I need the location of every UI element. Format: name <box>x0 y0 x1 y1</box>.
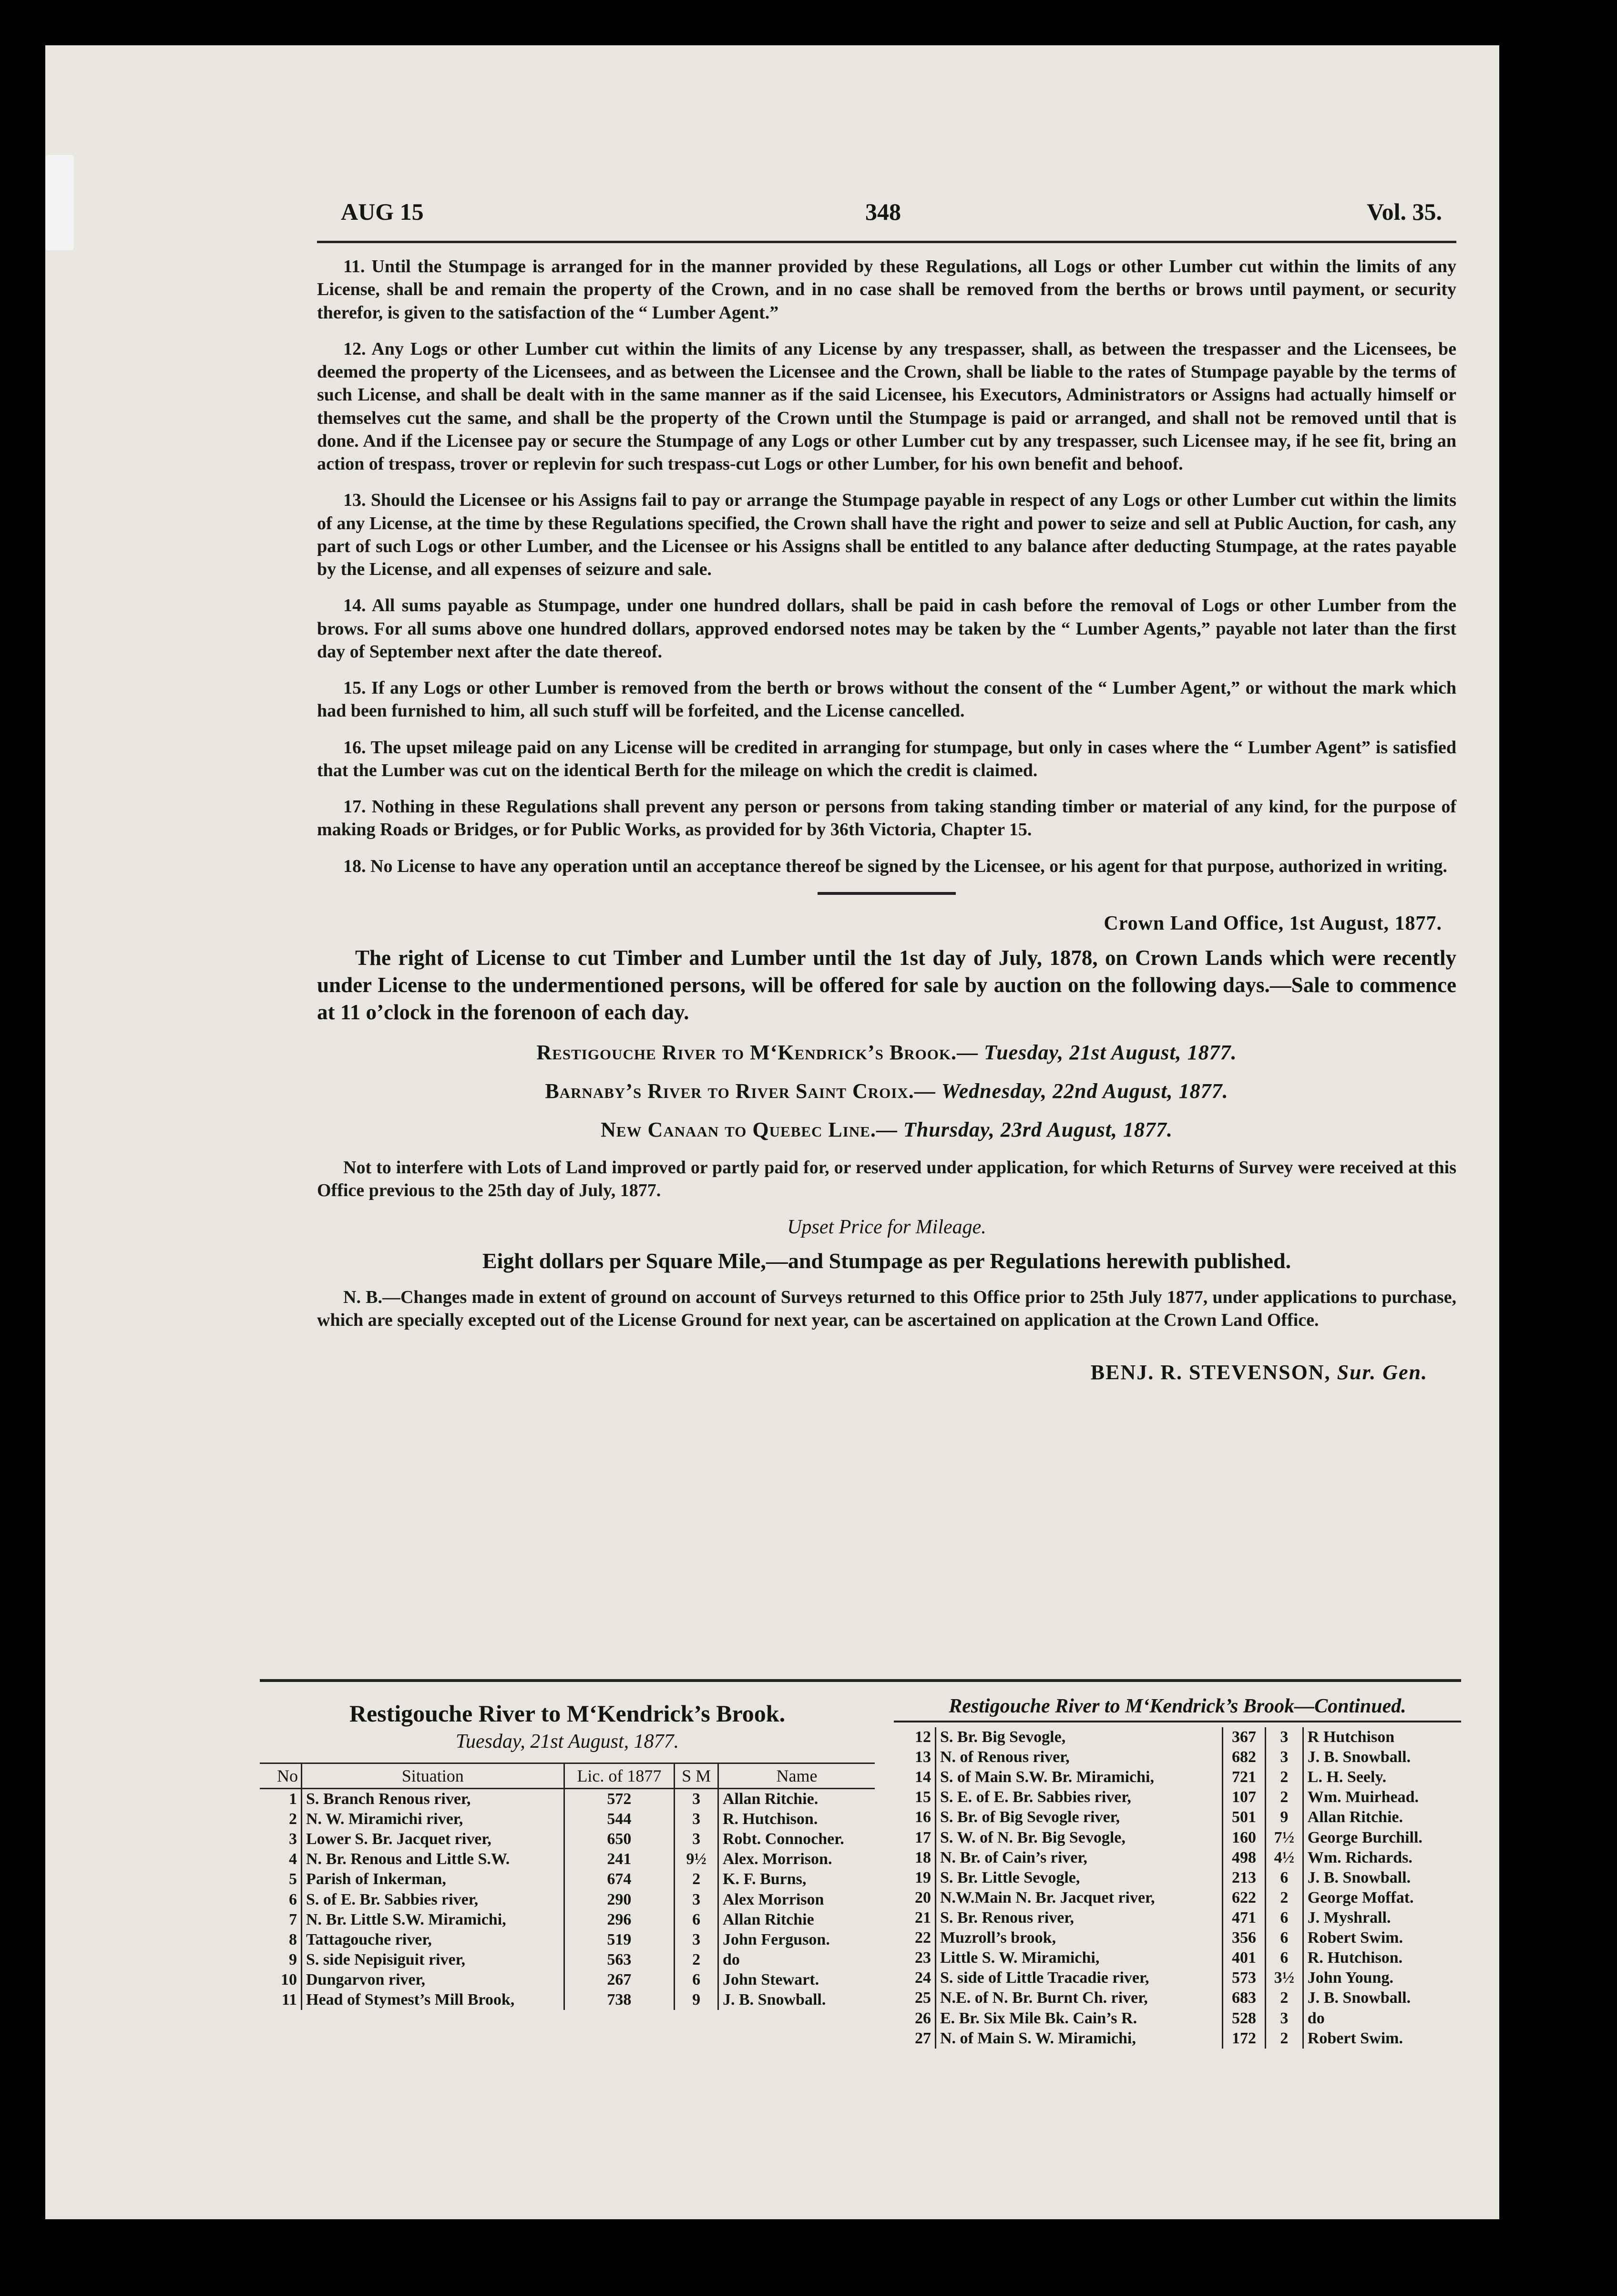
scan-edge-tab <box>45 155 74 250</box>
license-table-continued <box>894 1727 1461 2049</box>
cell-sm: 3 <box>1265 1747 1303 1767</box>
cell-name: Wm. Richards. <box>1307 1848 1412 1866</box>
cell-no: 9 <box>289 1950 297 1968</box>
cell-no: 18 <box>915 1848 931 1866</box>
cell-sm: 3 <box>675 1890 718 1910</box>
cell-sm: 2 <box>675 1950 718 1970</box>
cell-name: L. H. Seely. <box>1307 1768 1387 1786</box>
upset-price-heading: Upset Price for Mileage. <box>787 1216 986 1238</box>
table-header-row <box>260 1763 875 1789</box>
cell-name: John Stewart. <box>723 1970 819 1988</box>
cell-situation: Tattagouche river, <box>302 1930 564 1950</box>
sale-place: Restigouche River to M‘Kendrick’s Brook.— <box>536 1041 978 1065</box>
sale-line-2 <box>317 1079 1456 1103</box>
cell-sm: 3 <box>675 1809 718 1829</box>
cell-sm: 6 <box>1265 1868 1303 1888</box>
volume-number: Vol. 35. <box>1367 198 1442 225</box>
cell-sm: 3 <box>675 1829 718 1849</box>
cell-name: Robert Swim. <box>1307 1929 1403 1947</box>
cell-name: J. Myshrall. <box>1307 1908 1391 1927</box>
table-row <box>260 1789 875 1810</box>
cell-lic: 563 <box>564 1950 675 1970</box>
col-situation: Situation <box>302 1763 564 1789</box>
table-row <box>894 2009 1461 2029</box>
cell-name: John Ferguson. <box>723 1930 830 1948</box>
table-row <box>260 1849 875 1869</box>
cell-lic: 622 <box>1223 1888 1266 1908</box>
cell-no: 27 <box>915 2029 931 2047</box>
table-row <box>260 1890 875 1910</box>
table-row <box>894 1767 1461 1787</box>
cell-name: Allan Ritchie. <box>1307 1808 1403 1826</box>
table-row <box>260 1950 875 1970</box>
cell-lic: 107 <box>1223 1787 1266 1807</box>
cell-no: 11 <box>281 1991 297 2009</box>
cell-lic: 501 <box>1223 1807 1266 1827</box>
sale-date: Wednesday, 22nd August, 1877. <box>941 1079 1228 1103</box>
table-row <box>894 1948 1461 1968</box>
cell-no: 24 <box>915 1969 931 1987</box>
table-row <box>894 1908 1461 1928</box>
table-left-title: Restigouche River to M‘Kendrick’s Brook. <box>349 1700 786 1727</box>
cell-situation: N.W.Main N. Br. Jacquet river, <box>936 1888 1223 1908</box>
table-row <box>894 1828 1461 1848</box>
cell-sm: 6 <box>1265 1908 1303 1928</box>
cell-name: John Young. <box>1307 1969 1393 1987</box>
cell-no: 5 <box>289 1870 297 1888</box>
table-row <box>894 2029 1461 2049</box>
cell-lic: 401 <box>1223 1948 1266 1968</box>
cell-name: George Burchill. <box>1307 1828 1423 1846</box>
table-row <box>260 1970 875 1990</box>
cell-no: 17 <box>915 1828 931 1846</box>
cell-lic: 172 <box>1223 2029 1266 2049</box>
table-row <box>894 1888 1461 1908</box>
table-right-title: Restigouche River to M‘Kendrick’s Brook—Continued. <box>894 1695 1461 1722</box>
cell-name: J. B. Snowball. <box>723 1991 826 2009</box>
cell-sm: 6 <box>1265 1948 1303 1968</box>
cell-lic: 738 <box>564 1990 675 2010</box>
cell-no: 13 <box>915 1748 931 1766</box>
cell-lic: 290 <box>564 1890 675 1910</box>
cell-lic: 241 <box>564 1849 675 1869</box>
cell-sm: 9½ <box>675 1849 718 1869</box>
table-row <box>894 1787 1461 1807</box>
cell-situation: S. side of Little Tracadie river, <box>936 1968 1223 1988</box>
regulation-12: 12. Any Logs or other Lumber cut within the limits of any License by any trespasser, shall, as between the trespasser and the Licensees, be deemed the property of the Licensees, and as between the Licensee and the Crown, shall be liable to the rates of Stumpage payable by the terms of such License, and shall be dealt with in the same manner as if the said Licensee, his Executors, Administrators or Assigns had actually himself or themselves cut the same, and shall be the property of the Crown until the Stumpage is paid or arranged, and shall not be removed until that is done. And if the Licensee pay or secure the Stumpage of any Logs or other Lumber cut by any trespasser, such Licensee may, if he see fit, bring an action of trespass, trover or replevin for such trespass-cut Logs or other Lumber, for his own benefit and behoof. <box>317 338 1456 474</box>
cell-situation: Little S. W. Miramichi, <box>936 1948 1223 1968</box>
cell-sm: 9 <box>1265 1807 1303 1827</box>
regulation-16: 16. The upset mileage paid on any License will be credited in arranging for stumpage, but only in cases where the “ Lumber Agent” is satisfied that the Lumber was cut on the identical Berth for the mileage on which the credit is claimed. <box>317 737 1456 780</box>
cell-no: 15 <box>915 1788 931 1806</box>
cell-no: 12 <box>915 1728 931 1746</box>
col-no: No <box>260 1763 302 1789</box>
cell-situation: S. of Main S.W. Br. Miramichi, <box>936 1767 1223 1787</box>
cell-lic: 650 <box>564 1829 675 1849</box>
cell-lic: 683 <box>1223 1988 1266 2008</box>
regulation-18: 18. No License to have any operation until an acceptance thereof be signed by the Licensee, or his agent for that purpose, authorized in writing. <box>343 856 1447 876</box>
cell-sm: 2 <box>1265 1888 1303 1908</box>
table-row <box>260 1930 875 1950</box>
cell-situation: N. of Main S. W. Miramichi, <box>936 2029 1223 2049</box>
cell-sm: 6 <box>675 1970 718 1990</box>
cell-lic: 498 <box>1223 1848 1266 1868</box>
license-table-left <box>260 1690 875 2010</box>
sale-date: Tuesday, 21st August, 1877. <box>983 1041 1237 1065</box>
regulation-17: 17. Nothing in these Regulations shall prevent any person or persons from taking standing timber or material of any kind, for the purpose of making Roads or Bridges, or for Public Works, as provided for by 36th Victoria, Chapter 15. <box>317 797 1456 840</box>
cell-sm: 3½ <box>1265 1968 1303 1988</box>
cell-situation: S. side Nepisiguit river, <box>302 1950 564 1970</box>
table-row <box>260 1809 875 1829</box>
cell-no: 14 <box>915 1768 931 1786</box>
table-left-body <box>260 1789 875 2010</box>
cell-lic: 682 <box>1223 1747 1266 1767</box>
cell-name: Alex Morrison <box>723 1890 824 1908</box>
cell-name: Robert Swim. <box>1307 2029 1403 2047</box>
signature-title: Sur. Gen. <box>1337 1361 1428 1384</box>
table-row <box>260 1910 875 1930</box>
regulation-15: 15. If any Logs or other Lumber is removed from the berth or brows without the consent of the “ Lumber Agent,” or without the mark which had been furnished to him, all such stuff will be forfeited, and the License cancelled. <box>317 678 1456 721</box>
cell-name: Robt. Connocher. <box>723 1830 844 1848</box>
cell-sm: 9 <box>675 1990 718 2010</box>
cell-name: R. Hutchison. <box>1307 1949 1403 1967</box>
nb-note: N. B.—Changes made in extent of ground on account of Surveys returned to this Office prior to 25th July 1877, under applications to purchase, which are specially excepted out of the License Ground for next year, can be ascertained on application at the Crown Land Office. <box>317 1287 1456 1330</box>
cell-lic: 296 <box>564 1910 675 1930</box>
cell-sm: 2 <box>1265 1787 1303 1807</box>
section-divider <box>818 892 956 895</box>
cell-no: 3 <box>289 1830 297 1848</box>
cell-situation: Parish of Inkerman, <box>302 1869 564 1889</box>
cell-sm: 3 <box>1265 2009 1303 2029</box>
table-row <box>260 1869 875 1889</box>
col-lic: Lic. of 1877 <box>564 1763 675 1789</box>
cell-situation: Muzroll’s brook, <box>936 1928 1223 1948</box>
table-row <box>894 1928 1461 1948</box>
cell-sm: 7½ <box>1265 1828 1303 1848</box>
cell-situation: S. W. of N. Br. Big Sevogle, <box>936 1828 1223 1848</box>
cell-situation: N. of Renous river, <box>936 1747 1223 1767</box>
cell-situation: Head of Stymest’s Mill Brook, <box>302 1990 564 2010</box>
cell-situation: S. E. of E. Br. Sabbies river, <box>936 1787 1223 1807</box>
cell-lic: 674 <box>564 1869 675 1889</box>
cell-name: R Hutchison <box>1307 1728 1395 1746</box>
sale-date: Thursday, 23rd August, 1877. <box>903 1118 1173 1142</box>
cell-no: 7 <box>289 1910 297 1928</box>
auction-notice: The right of License to cut Timber and Lumber until the 1st day of July, 1878, on Crown Lands which were recently under License to the undermentioned persons, will be offered for sale by auction on the following days.—Sale to commence at 11 o’clock in the forenoon of each day. <box>317 945 1456 1025</box>
tables-top-rule <box>260 1679 1461 1682</box>
table-row <box>894 1807 1461 1827</box>
cell-situation: S. of E. Br. Sabbies river, <box>302 1890 564 1910</box>
table-row <box>894 1968 1461 1988</box>
sale-place: Barnaby’s River to River Saint Croix.— <box>545 1079 936 1103</box>
license-table-right <box>894 1690 1461 2049</box>
cell-name: Alex. Morrison. <box>723 1850 832 1868</box>
sale-line-3 <box>317 1117 1456 1142</box>
table-row <box>894 1747 1461 1767</box>
cell-situation: N. Br. Renous and Little S.W. <box>302 1849 564 1869</box>
cell-sm: 3 <box>1265 1727 1303 1747</box>
cell-situation: S. Br. of Big Sevogle river, <box>936 1807 1223 1827</box>
regulation-11: 11. Until the Stumpage is arranged for in the manner provided by these Regulations, all Logs or other Lumber cut within the limits of any License, shall be and remain the property of the Crown, and in no case shall be removed from the berths or brows until payment, or security therefor, is given to the satisfaction of the “ Lumber Agent.” <box>317 256 1456 323</box>
table-right-body <box>894 1727 1461 2049</box>
cell-situation: Dungarvon river, <box>302 1970 564 1990</box>
cell-lic: 573 <box>1223 1968 1266 1988</box>
cell-situation: E. Br. Six Mile Bk. Cain’s R. <box>936 2009 1223 2029</box>
license-table <box>260 1763 875 2010</box>
cell-no: 8 <box>289 1930 297 1948</box>
header-rule <box>317 241 1456 243</box>
table-row <box>260 1990 875 2010</box>
cell-sm: 2 <box>1265 1988 1303 2008</box>
signature <box>317 1360 1456 1384</box>
office-dateline: Crown Land Office, 1st August, 1877. <box>1104 912 1442 934</box>
cell-name: George Moffat. <box>1307 1888 1414 1906</box>
cell-name: R. Hutchison. <box>723 1810 818 1828</box>
cell-lic: 544 <box>564 1809 675 1829</box>
cell-name: Allan Ritchie <box>723 1910 814 1928</box>
cell-name: J. B. Snowball. <box>1307 1748 1411 1766</box>
cell-name: J. B. Snowball. <box>1307 1868 1411 1886</box>
signature-name: BENJ. R. STEVENSON, <box>1090 1361 1331 1384</box>
table-row <box>894 1727 1461 1747</box>
cell-sm: 4½ <box>1265 1848 1303 1868</box>
cell-no: 19 <box>915 1868 931 1886</box>
cell-no: 26 <box>915 2009 931 2027</box>
cell-no: 16 <box>915 1808 931 1826</box>
cell-lic: 267 <box>564 1970 675 1990</box>
cell-situation: S. Br. Big Sevogle, <box>936 1727 1223 1747</box>
cell-situation: N.E. of N. Br. Burnt Ch. river, <box>936 1988 1223 2008</box>
cell-no: 21 <box>915 1908 931 1927</box>
cell-lic: 519 <box>564 1930 675 1950</box>
table-left-subtitle: Tuesday, 21st August, 1877. <box>455 1731 679 1753</box>
table-row <box>260 1829 875 1849</box>
cell-situation: S. Br. Renous river, <box>936 1908 1223 1928</box>
cell-situation: Lower S. Br. Jacquet river, <box>302 1829 564 1849</box>
cell-lic: 160 <box>1223 1828 1266 1848</box>
cell-no: 2 <box>289 1810 297 1828</box>
cell-sm: 2 <box>1265 1767 1303 1787</box>
cell-name: do <box>1307 2009 1325 2027</box>
cell-sm: 6 <box>675 1910 718 1930</box>
sale-place: New Canaan to Quebec Line.— <box>601 1118 898 1142</box>
cell-sm: 2 <box>1265 2029 1303 2049</box>
cell-lic: 356 <box>1223 1928 1266 1948</box>
page-header <box>298 198 1442 236</box>
cell-sm: 3 <box>675 1789 718 1810</box>
cell-sm: 3 <box>675 1930 718 1950</box>
cell-name: Allan Ritchie. <box>723 1790 819 1808</box>
cell-situation: N. W. Miramichi river, <box>302 1809 564 1829</box>
col-name: Name <box>718 1763 875 1789</box>
cell-lic: 528 <box>1223 2009 1266 2029</box>
cell-no: 25 <box>915 1989 931 2007</box>
cell-no: 22 <box>915 1929 931 1947</box>
cell-lic: 471 <box>1223 1908 1266 1928</box>
regulation-13: 13. Should the Licensee or his Assigns fail to pay or arrange the Stumpage payable in respect of any Logs or other Lumber cut within the limits of any License, at the time by these Regulations specified, the Crown shall have the right and power to seize and sell at Public Auction, for cash, any part of such Logs or other Lumber, and the Licensee or his Assigns shall be entitled to any balance after deducting Stumpage, at the rates payable by the License, and all expenses of seizure and sale. <box>317 490 1456 579</box>
cell-name: K. F. Burns, <box>723 1870 807 1888</box>
col-sm: S M <box>675 1763 718 1789</box>
cell-no: 10 <box>281 1970 297 1988</box>
table-row <box>894 1988 1461 2008</box>
cell-name: do <box>723 1950 740 1968</box>
cell-no: 20 <box>915 1888 931 1906</box>
cell-lic: 572 <box>564 1789 675 1810</box>
header-date: AUG 15 <box>341 198 424 225</box>
cell-lic: 213 <box>1223 1868 1266 1888</box>
cell-lic: 367 <box>1223 1727 1266 1747</box>
cell-sm: 2 <box>675 1869 718 1889</box>
cell-name: J. B. Snowball. <box>1307 1989 1411 2007</box>
sale-line-1 <box>317 1040 1456 1065</box>
cell-no: 6 <box>289 1890 297 1908</box>
body-text <box>317 255 1456 1384</box>
cell-no: 1 <box>289 1790 297 1808</box>
cell-no: 23 <box>915 1949 931 1967</box>
upset-price-text: Eight dollars per Square Mile,—and Stumpage as per Regulations herewith published. <box>482 1248 1291 1273</box>
table-row <box>894 1848 1461 1868</box>
page-number: 348 <box>865 198 901 225</box>
document-page <box>45 45 1499 2219</box>
regulation-14: 14. All sums payable as Stumpage, under one hundred dollars, shall be paid in cash before the removal of Logs or other Lumber from the brows. For all sums above one hundred dollars, approved endorsed notes may be taken by the “ Lumber Agents,” payable not later than the first day of September next after the date thereof. <box>317 595 1456 662</box>
cell-situation: S. Br. Little Sevogle, <box>936 1868 1223 1888</box>
cell-situation: S. Branch Renous river, <box>302 1789 564 1810</box>
table-row <box>894 1868 1461 1888</box>
cell-no: 4 <box>289 1850 297 1868</box>
cell-lic: 721 <box>1223 1767 1266 1787</box>
cell-name: Wm. Muirhead. <box>1307 1788 1419 1806</box>
cell-sm: 6 <box>1265 1928 1303 1948</box>
cell-situation: N. Br. Little S.W. Miramichi, <box>302 1910 564 1930</box>
cell-situation: N. Br. of Cain’s river, <box>936 1848 1223 1868</box>
lots-note: Not to interfere with Lots of Land improved or partly paid for, or reserved under application, for which Returns of Survey were received at this Office previous to the 25th day of July, 1877. <box>317 1158 1456 1201</box>
